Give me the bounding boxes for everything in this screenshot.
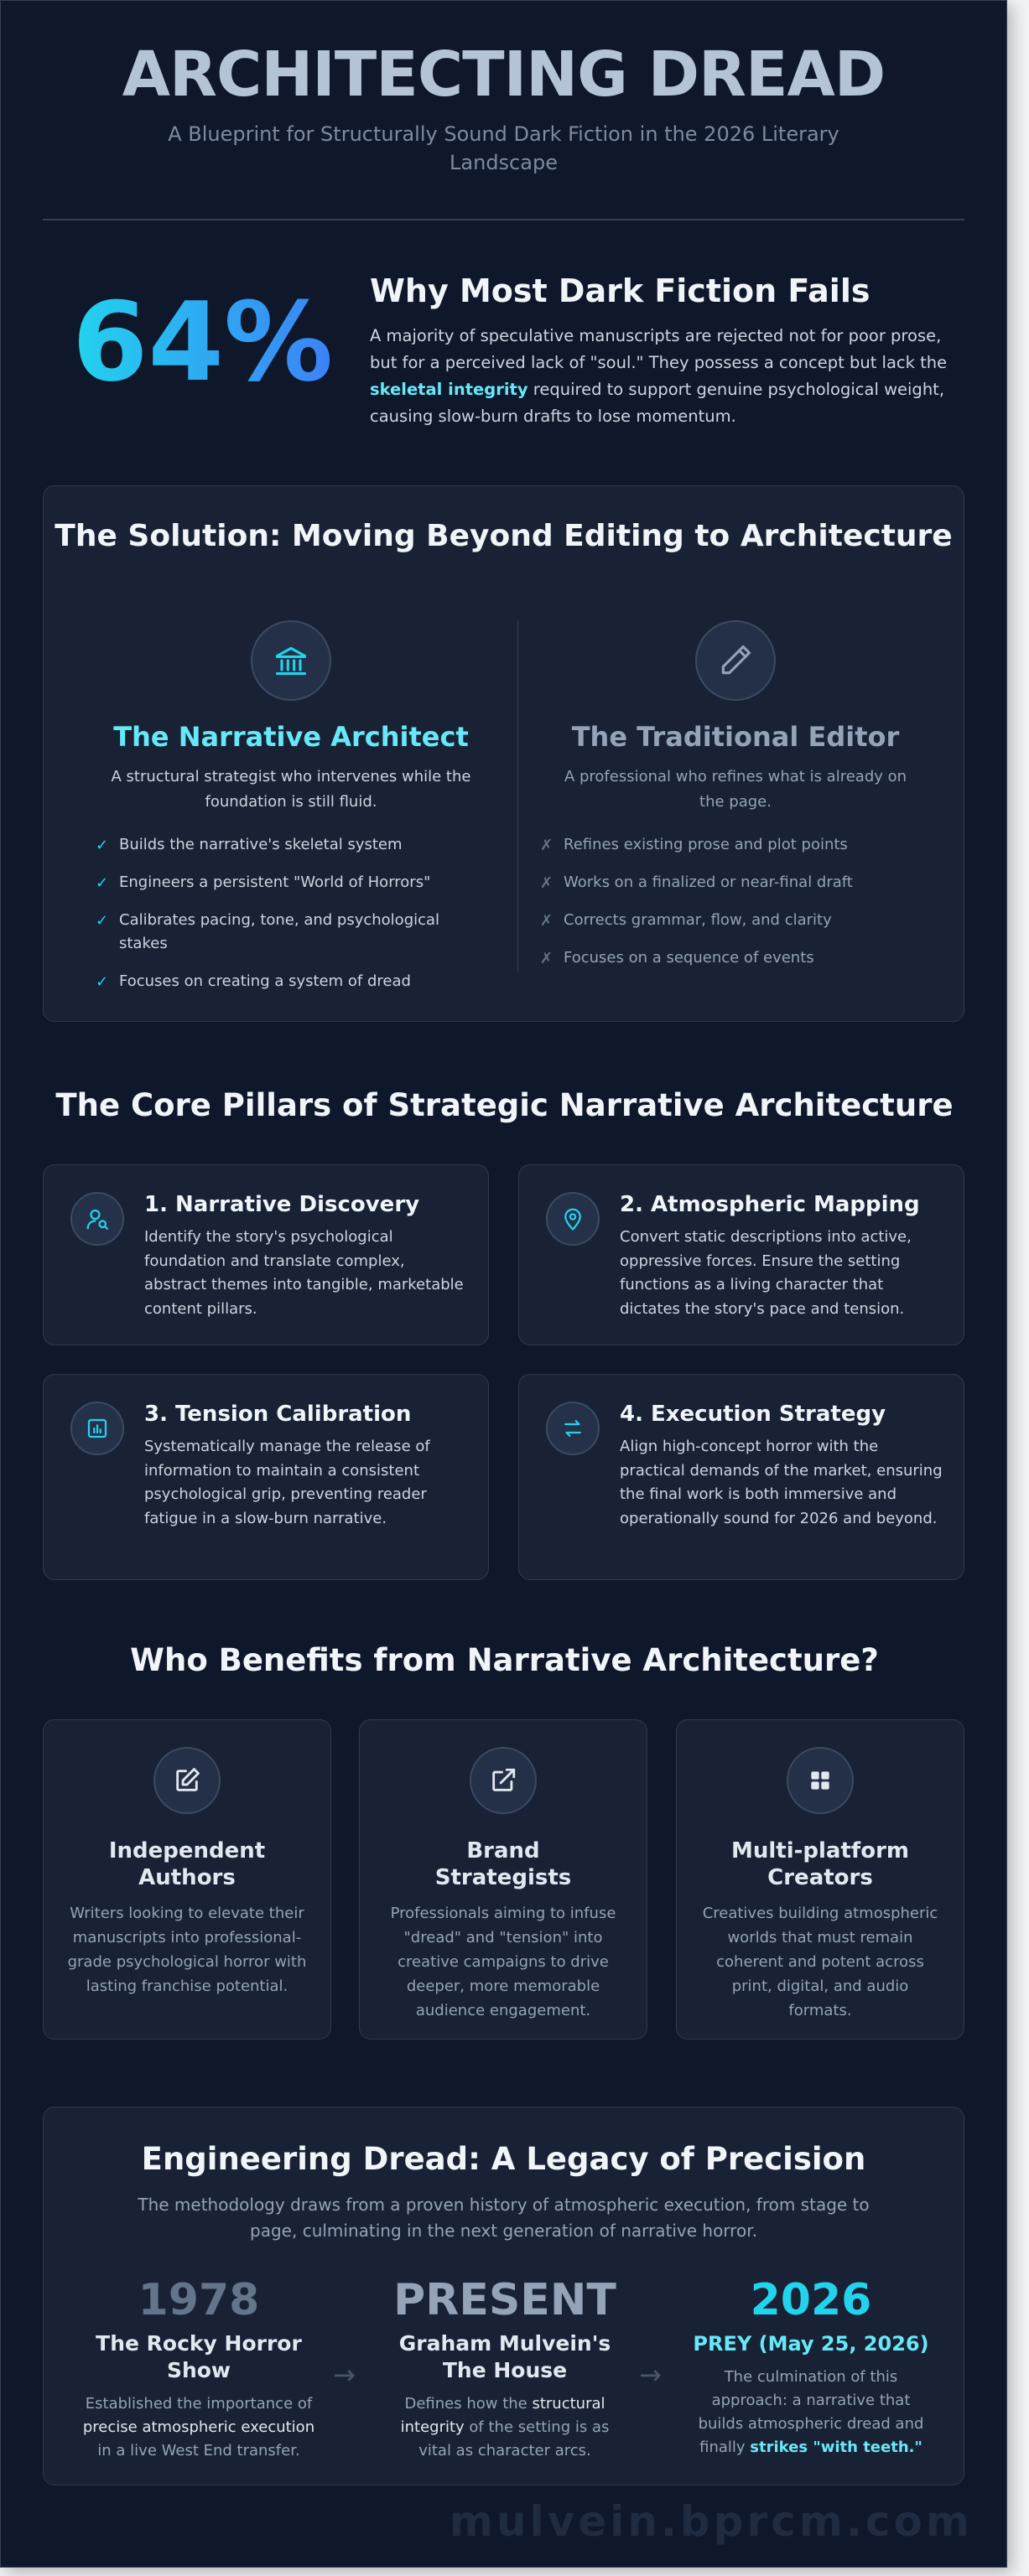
stat-section — [1, 220, 1006, 497]
benefit-desc: Creatives building atmospheric worlds that must remain coherent and potent across print, digital, and audio formats. — [702, 1905, 938, 2019]
pillar-title: 1. Narrative Discovery — [144, 1192, 420, 1217]
solution-divider — [517, 620, 518, 972]
stat-body — [370, 323, 957, 430]
editor-desc: A professional who refines what is already on the page. — [564, 768, 907, 811]
arrow-right-icon: → — [333, 2359, 356, 2391]
stat-body-text: A majority of speculative manuscripts are rejected not for poor prose, but for a perceived lack of "soul." They possess a concept but lack the — [370, 326, 948, 372]
check-icon: ✓ — [96, 973, 109, 991]
edit-icon — [153, 1747, 221, 1814]
benefit-title: Brand Strategists — [434, 1838, 572, 1890]
pillar-desc: Align high-concept horror with the practical demands of the market, ensuring the final work is both immersive and operationally sound for 2026 and beyond. — [620, 1438, 943, 1527]
pencil-icon — [695, 620, 776, 701]
external-link-icon — [470, 1747, 537, 1814]
list-item: ✓ Builds the narrative's skeletal system — [94, 833, 488, 857]
pillar-desc: Identify the story's psychological foundation and translate complex, abstract themes into tangible, marketable content pillars. — [144, 1228, 464, 1318]
architect-title: The Narrative Architect — [113, 721, 469, 753]
pillar-card — [518, 1374, 964, 1580]
architect-desc: A structural strategist who intervenes while the foundation is still fluid. — [111, 768, 471, 811]
cross-icon: ✗ — [540, 950, 553, 967]
exchange-icon — [546, 1402, 600, 1455]
map-pin-icon — [546, 1192, 600, 1246]
pillars-title: The Core Pillars of Strategic Narrative Architecture — [55, 1087, 954, 1123]
pillar-title: 3. Tension Calibration — [144, 1402, 412, 1427]
page-title: ARCHITECTING DREAD — [122, 39, 886, 111]
solution-title: The Solution: Moving Beyond Editing to Architecture — [55, 519, 953, 553]
pillar-desc: Convert static descriptions into active, oppressive forces. Ensure the setting functions as a living character that dictates the story's pace and tension. — [620, 1228, 912, 1318]
user-search-icon — [70, 1192, 124, 1246]
check-icon: ✓ — [96, 874, 109, 892]
pillar-title: 4. Execution Strategy — [620, 1402, 886, 1427]
benefit-title: Independent Authors — [108, 1838, 266, 1890]
stat-body-text-end: required to support genuine psychological weight, causing slow-burn drafts to lose momentum. — [370, 380, 945, 426]
benefit-desc: Professionals aiming to infuse "dread" and "tension" into creative campaigns to drive deeper, more memorable audience engagement. — [390, 1905, 616, 2019]
benefit-card — [676, 1719, 964, 2040]
list-item: ✓ Engineers a persistent "World of Horrors" — [94, 871, 488, 894]
check-icon: ✓ — [96, 912, 109, 930]
page-subtitle: A Blueprint for Structurally Sound Dark Fiction in the 2026 Literary Landscape — [168, 122, 839, 174]
chart-icon — [70, 1402, 124, 1455]
stat-body-highlight: skeletal integrity — [370, 380, 528, 399]
editor-list — [538, 833, 933, 970]
timeline-desc: Defines how the structural integrity of the setting is as vital as character arcs. — [400, 2395, 610, 2459]
legacy-intro: The methodology draws from a proven history of atmospheric execution, from stage to page, culminating in the next generation of narrative horror. — [138, 2195, 870, 2241]
cross-icon: ✗ — [540, 912, 553, 930]
legacy-card — [43, 2107, 964, 2485]
cross-icon: ✗ — [540, 837, 553, 854]
list-item: ✓ Calibrates pacing, tone, and psychological stakes — [96, 911, 440, 952]
timeline-item — [379, 2275, 631, 2463]
timeline-name: The Rocky Horror Show — [96, 2331, 302, 2382]
bank-icon — [251, 620, 331, 701]
pillar-card — [518, 1164, 964, 1345]
list-item: ✗ Refines existing prose and plot points — [538, 833, 933, 857]
grid-icon — [787, 1747, 854, 1814]
pillar-card — [43, 1164, 489, 1345]
timeline-year: 1978 — [138, 2275, 260, 2325]
stat-value: 64% — [72, 278, 334, 406]
benefit-card — [43, 1719, 331, 2040]
timeline-item — [73, 2275, 325, 2463]
timeline-desc: The culmination of this approach: a narrative that builds atmospheric dread and finally strikes "with teeth." — [698, 2368, 924, 2456]
benefit-desc: Writers looking to elevate their manuscripts into professional-grade psychological horror with lasting franchise potential. — [67, 1905, 307, 1995]
list-item: ✗ Focuses on a sequence of events — [538, 946, 933, 970]
pillar-card — [43, 1374, 489, 1580]
solution-card — [43, 485, 964, 1022]
editor-column — [538, 620, 933, 984]
footer-watermark: mulvein.bprcm.com — [449, 2497, 973, 2546]
timeline-year: PRESENT — [393, 2275, 616, 2325]
timeline-name: PREY (May 25, 2026) — [693, 2332, 929, 2356]
legacy-title: Engineering Dread: A Legacy of Precision — [141, 2141, 866, 2177]
check-icon: ✓ — [96, 837, 109, 854]
pillar-desc: Systematically manage the release of information to maintain a consistent psychological grip, preventing reader fatigue in a slow-burn narrative. — [144, 1438, 430, 1527]
pillar-title: 2. Atmospheric Mapping — [620, 1192, 920, 1217]
list-item: ✗ Corrects grammar, flow, and clarity — [538, 909, 933, 932]
architect-list — [94, 833, 488, 993]
list-item: ✗ Works on a finalized or near-final draft — [538, 871, 933, 894]
timeline-desc: Established the importance of precise atmospheric execution in a live West End transfer. — [82, 2395, 315, 2459]
architect-column — [94, 620, 488, 1008]
timeline-year: 2026 — [750, 2275, 872, 2325]
arrow-right-icon: → — [639, 2359, 662, 2391]
list-item: ✓ Focuses on creating a system of dread — [94, 970, 488, 993]
editor-title: The Traditional Editor — [571, 721, 900, 753]
benefits-title: Who Benefits from Narrative Architecture? — [130, 1642, 879, 1678]
benefit-title: Multi-platform Creators — [730, 1838, 909, 1890]
timeline-item — [685, 2275, 937, 2459]
header — [1, 1, 1006, 177]
benefit-card — [359, 1719, 647, 2040]
timeline-name: Graham Mulvein's The House — [398, 2331, 611, 2382]
cross-icon: ✗ — [540, 874, 553, 892]
stat-heading: Why Most Dark Fiction Fails — [370, 272, 870, 309]
